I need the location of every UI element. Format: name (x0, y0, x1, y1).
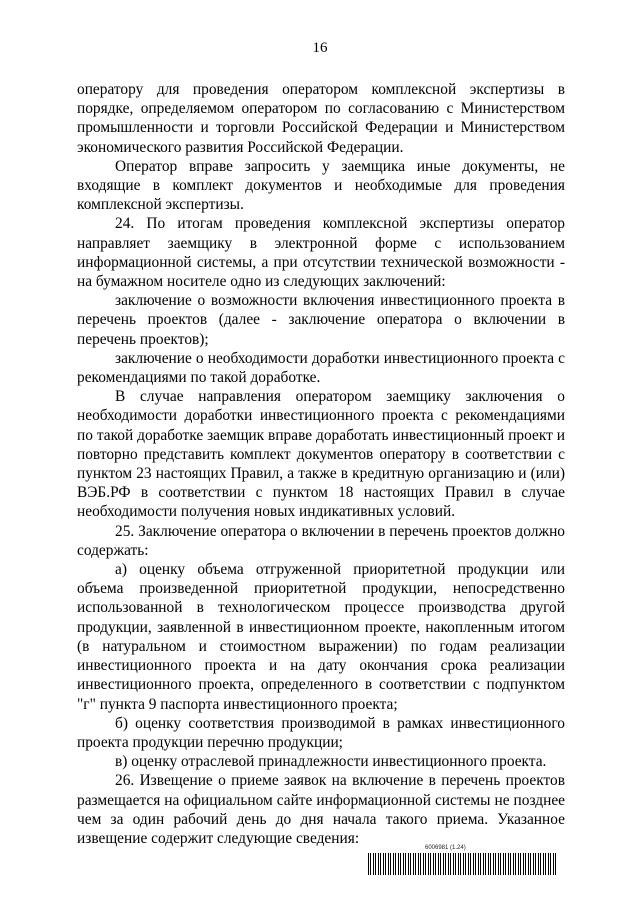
paragraph: Оператор вправе запросить у заемщика иные документы, не входящие в комплект документов и необходимые для проведения комплексной экспертизы. (77, 157, 565, 214)
paragraph: оператору для проведения оператором комплексной экспертизы в порядке, определяемом оператором по согласованию с Министерством промышленности и торговли Российской Федерации и Министерством экономического развития Российской Федерации. (77, 81, 565, 156)
paragraph: заключение о необходимости доработки инвестиционного проекта с рекомендациями по такой доработке. (77, 349, 565, 387)
paragraph: В случае направления оператором заемщику заключения о необходимости доработки инвестиционного проекта с рекомендациями по такой доработке заемщик вправе доработать инвестиционный проект и повторно представить комплект документов оператору в соответствии с пунктом 23 настоящих Правил, а также в кредитную организацию и (или) ВЭБ.РФ в соответствии с пунктом 18 настоящих Правил в случае необходимости получения новых индикативных условий. (77, 388, 565, 521)
paragraph: заключение о возможности включения инвестиционного проекта в перечень проектов (далее - заключение оператора о включении в перечень проектов); (77, 292, 565, 348)
paragraph: в) оценку отраслевой принадлежности инвестиционного проекта. (115, 753, 547, 771)
document-code: 6006981 (1.24) (425, 845, 466, 851)
document-body (77, 80, 565, 848)
page-number: 16 (312, 40, 328, 56)
paragraph: а) оценку объема отгруженной приоритетной продукции или объема произведенной приоритетной продукции, непосредственно использованной в технологическом процессе производства другой продукции, заявленной в инвестиционном проекте, накопленным итогом (в натуральном и стоимостном выражении) по годам реализации инвестиционного проекта и на дату окончания срока реализации инвестиционного проекта, определенного в соответствии с подпунктом "г" пункта 9 паспорта инвестиционного проекта; (77, 561, 565, 713)
paragraph: 25. Заключение оператора о включении в перечень проектов должно содержать: (77, 522, 565, 559)
barcode (368, 853, 558, 875)
paragraph: б) оценку соответствия производимой в рамках инвестиционного проекта продукции перечню продукции; (77, 714, 565, 751)
paragraph: 24. По итогам проведения комплексной экспертизы оператор направляет заемщику в электронной форме с использованием информационной системы, а при отсутствии технической возможности - на бумажном носителе одно из следующих заключений: (77, 215, 565, 291)
paragraph: 26. Извещение о приеме заявок на включение в перечень проектов размещается на официальном сайте информационной системы не позднее чем за один рабочий день до дня начала такого приема. Указанное извещение содержит следующие сведения: (77, 772, 565, 847)
